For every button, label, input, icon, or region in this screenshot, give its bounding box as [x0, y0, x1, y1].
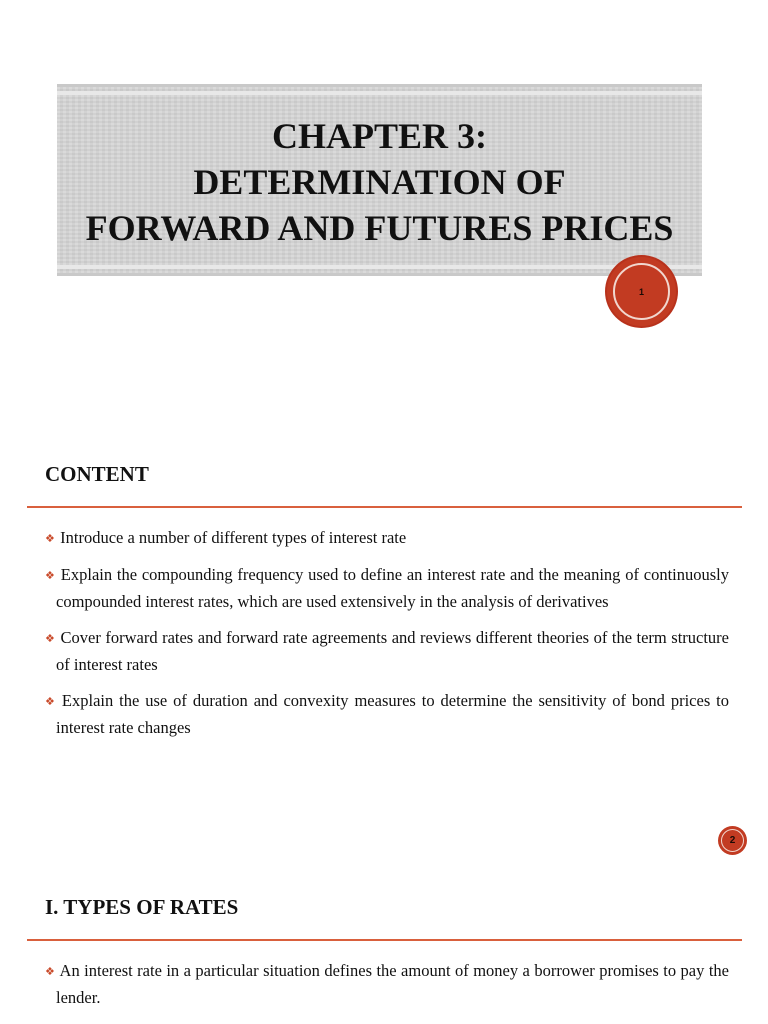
heading-divider [27, 939, 742, 941]
list-item [45, 562, 729, 615]
heading-divider [27, 506, 742, 508]
types-bullet-list [45, 958, 729, 1021]
list-item [45, 525, 729, 552]
bullet-text: Cover forward rates and forward rate agreements and reviews different theories of the term structure of interest rates [56, 628, 730, 674]
page-number-badge [607, 257, 676, 326]
diamond-bullet-icon: ❖ [45, 532, 55, 545]
diamond-bullet-icon: ❖ [45, 569, 55, 582]
page-number: 2 [729, 835, 736, 846]
diamond-bullet-icon: ❖ [45, 695, 55, 708]
chapter-title [57, 113, 702, 251]
bullet-text: Explain the compounding frequency used to define an interest rate and the meaning of continuously compounded interest rates, which are used extensively in the analysis of derivatives [56, 565, 730, 611]
section-heading-content: CONTENT [45, 462, 149, 486]
page-number: 1 [638, 286, 644, 297]
page-number-badge [718, 826, 747, 855]
bullet-text: An interest rate in a particular situation defines the amount of money a borrower promises to pay the lender. [56, 961, 729, 1007]
title-line: FORWARD AND FUTURES PRICES [85, 208, 674, 248]
list-item [45, 625, 729, 678]
content-bullet-list [45, 525, 729, 751]
bullet-text: Explain the use of duration and convexity measures to determine the sensitivity of bond prices to interest rate changes [56, 691, 729, 737]
list-item [45, 958, 729, 1011]
section-heading-types-of-rates: I. TYPES OF RATES [45, 895, 239, 919]
list-item [45, 688, 729, 741]
title-banner [57, 84, 702, 276]
title-line: CHAPTER 3: [272, 116, 487, 156]
bullet-text: Introduce a number of different types of interest rate [60, 528, 407, 547]
title-line: DETERMINATION OF [193, 162, 566, 202]
diamond-bullet-icon: ❖ [45, 632, 55, 645]
diamond-bullet-icon: ❖ [45, 965, 55, 978]
